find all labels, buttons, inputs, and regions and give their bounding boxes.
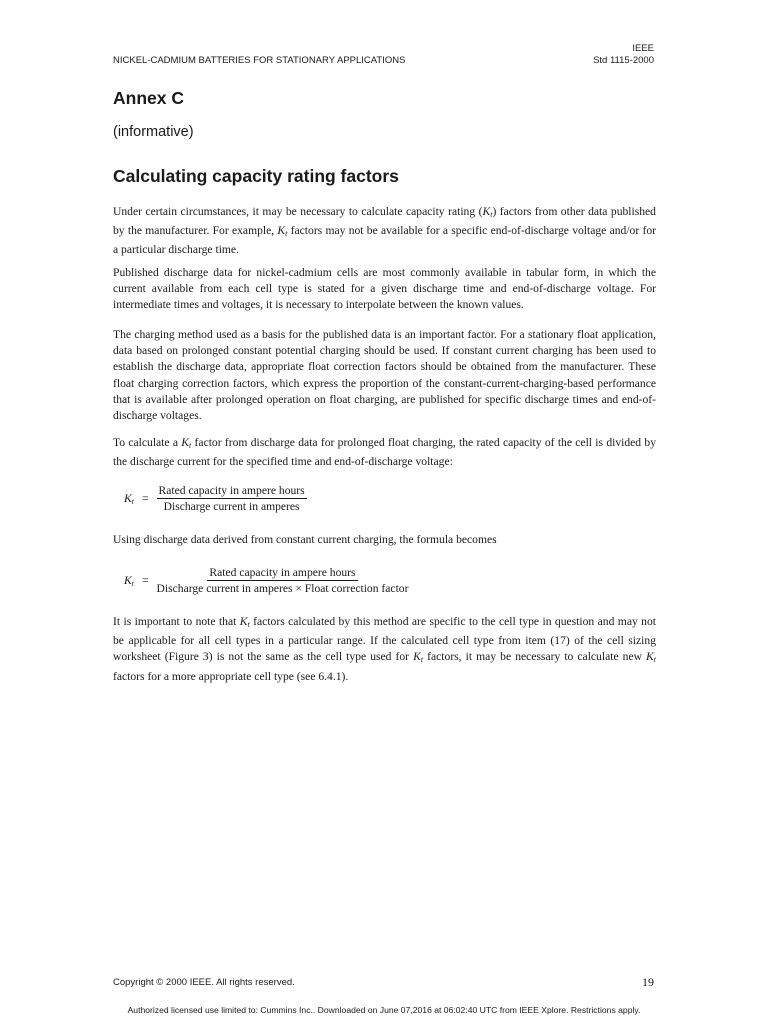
license-notice: Authorized licensed use limited to: Cummins Inc.. Downloaded on June 07,2016 at 06:02:40 UTC from IEEE Xplore. Restrictions apply. xyxy=(127,1005,641,1015)
paragraph-important-note: It is important to note that $K_t$ factors calculated by this method are specific to the cell type in question and may not be applicable for all cell types in a particular range. If the calculated cell type from item (17) of the cell sizing worksheet (Figure 3) is not the same as the cell type used for $K_t$ factors, it may be necessary to calculate new $K_t$ factors for a more appropriate cell type (see 6.4.1). xyxy=(113,615,657,683)
fraction xyxy=(157,566,409,595)
header-std-number: Std 1115-2000 xyxy=(593,55,654,66)
formula-constant-current xyxy=(124,566,408,595)
page-number: 19 xyxy=(642,975,654,989)
fraction xyxy=(157,484,307,513)
equals-sign: = xyxy=(141,574,149,587)
paragraph-discharge-data: Published discharge data for nickel-cadmium cells are most commonly available in tabular form, in which the current available from each cell type is stated for a given discharge time and end-of-discharge voltage. For intermediate times and voltages, it is necessary to interpolate between the known values. xyxy=(113,266,656,312)
paragraph-calculate-kt: To calculate a $K_t$ factor from discharge data for prolonged float charging, the rated capacity of the cell is divided by the discharge current for the specified time and end-of-discharge voltage: xyxy=(113,436,656,469)
header-ieee: IEEE xyxy=(632,43,654,54)
kt-symbol: $K_t$ xyxy=(413,650,424,665)
kt-symbol: $K_t$ xyxy=(646,650,657,665)
running-header-standard xyxy=(593,43,654,67)
kt-symbol: $K_t$ xyxy=(181,436,192,450)
paragraph-charging-method: The charging method used as a basis for the published data is an important factor. For a stationary float application, data based on prolonged constant potential charging should be used. If constant current charging has been used to establish the discharge data, appropriate float correction factors should be obtained from the manufacturer. These float charging correction factors, which express the proportion of the constant-current-charging-based performance that is available after prolonged operation on float charging, are published for specific discharge times and end-of-discharge voltages. xyxy=(113,328,656,423)
kt-symbol: $K_t$ xyxy=(277,224,288,239)
fraction-denominator: Discharge current in amperes xyxy=(163,500,300,513)
paragraph-intro: Under certain circumstances, it may be necessary to calculate capacity rating $(K_t)$ factors from other data published by the manufacturer. For example, $K_t$ factors may not be available for a specific end-of-discharge voltage and/or for a particular discharge time. xyxy=(113,205,656,257)
kt-symbol: $K_t$ xyxy=(239,615,250,629)
formula-float-charging xyxy=(124,484,307,513)
fraction-numerator: Rated capacity in ampere hours xyxy=(209,566,356,579)
annex-heading: Annex C xyxy=(113,88,184,108)
annex-type-label: (informative) xyxy=(113,124,194,140)
fraction-denominator: Discharge current in amperes × Float correction factor xyxy=(156,582,409,595)
fraction-numerator: Rated capacity in ampere hours xyxy=(158,484,305,497)
formula-lhs: $K_t$ xyxy=(124,491,134,506)
copyright-notice: Copyright © 2000 IEEE. All rights reserved. xyxy=(113,977,295,988)
equals-sign: = xyxy=(141,492,149,505)
formula-lhs: $K_t$ xyxy=(124,573,134,588)
kt-symbol: $K_t$ xyxy=(482,205,493,219)
section-title: Calculating capacity rating factors xyxy=(113,166,399,186)
paragraph-constant-current: Using discharge data derived from constant current charging, the formula becomes xyxy=(113,533,497,546)
running-header-title: NICKEL-CADMIUM BATTERIES FOR STATIONARY APPLICATIONS xyxy=(113,55,406,66)
